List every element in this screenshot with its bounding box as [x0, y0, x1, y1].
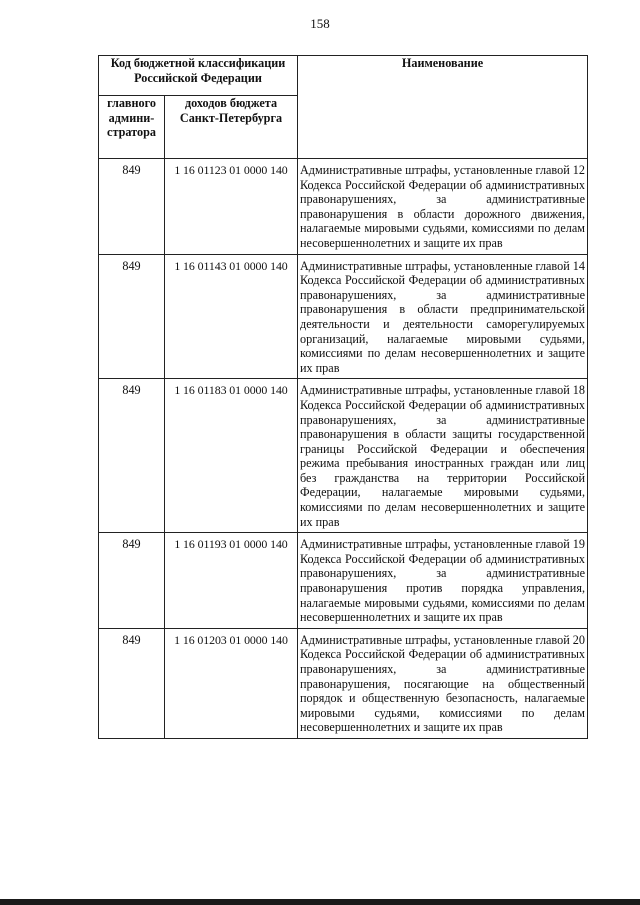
cell-admin-code: 849 — [99, 379, 165, 533]
cell-income-code: 1 16 01143 01 0000 140 — [165, 254, 298, 379]
cell-name: Административные штрафы, установленные главой 20 Кодекса Российской Федерации об административных правонарушениях, за административные правонарушения, посягающие на общественный порядок и общественную безопасность, налагаемые мировыми судьями, комиссиями по делам несовершеннолетних и защите их прав — [298, 628, 588, 738]
header-classification-code: Код бюджетной классификации Российской Федерации — [99, 56, 298, 96]
cell-name: Административные штрафы, установленные главой 14 Кодекса Российской Федерации об административных правонарушениях, за административные правонарушения в области предпринимательской деятельности и деятельности саморегулируемых организаций, налагаемые мировыми судьями, комиссиями по делам несовершеннолетних и защите их прав — [298, 254, 588, 379]
cell-admin-code: 849 — [99, 533, 165, 629]
scan-edge-bar — [0, 899, 640, 905]
cell-income-code: 1 16 01193 01 0000 140 — [165, 533, 298, 629]
header-budget-income: доходов бюджета Санкт-Петербурга — [165, 96, 298, 159]
cell-income-code: 1 16 01203 01 0000 140 — [165, 628, 298, 738]
table-row — [99, 159, 588, 255]
header-chief-administrator: главного админи-стратора — [99, 96, 165, 159]
table-row — [99, 379, 588, 533]
cell-admin-code: 849 — [99, 254, 165, 379]
cell-name: Административные штрафы, установленные главой 12 Кодекса Российской Федерации об административных правонарушениях, за административные правонарушения в области дорожного движения, налагаемые мировыми судьями, комиссиями по делам несовершеннолетних и защите их прав — [298, 159, 588, 255]
table-body — [99, 159, 588, 739]
table-row — [99, 628, 588, 738]
table-row — [99, 533, 588, 629]
cell-income-code: 1 16 01123 01 0000 140 — [165, 159, 298, 255]
table-row — [99, 254, 588, 379]
cell-admin-code: 849 — [99, 628, 165, 738]
header-name: Наименование — [298, 56, 588, 159]
cell-name: Административные штрафы, установленные главой 19 Кодекса Российской Федерации об административных правонарушениях, за административные правонарушения против порядка управления, налагаемые мировыми судьями, комиссиями по делам несовершеннолетних и защите их прав — [298, 533, 588, 629]
header-row-top — [99, 56, 588, 96]
page-number: 158 — [310, 16, 330, 31]
cell-name: Административные штрафы, установленные главой 18 Кодекса Российской Федерации об административных правонарушениях, за административные правонарушения в области защиты государственной границы Российской Федерации и обеспечения режима пребывания иностранных граждан или лиц без гражданства на территории Российской Федерации, налагаемые мировыми судьями, комиссиями по делам несовершеннолетних и защите их прав — [298, 379, 588, 533]
cell-income-code: 1 16 01183 01 0000 140 — [165, 379, 298, 533]
budget-classification-table — [98, 55, 588, 739]
cell-admin-code: 849 — [99, 159, 165, 255]
